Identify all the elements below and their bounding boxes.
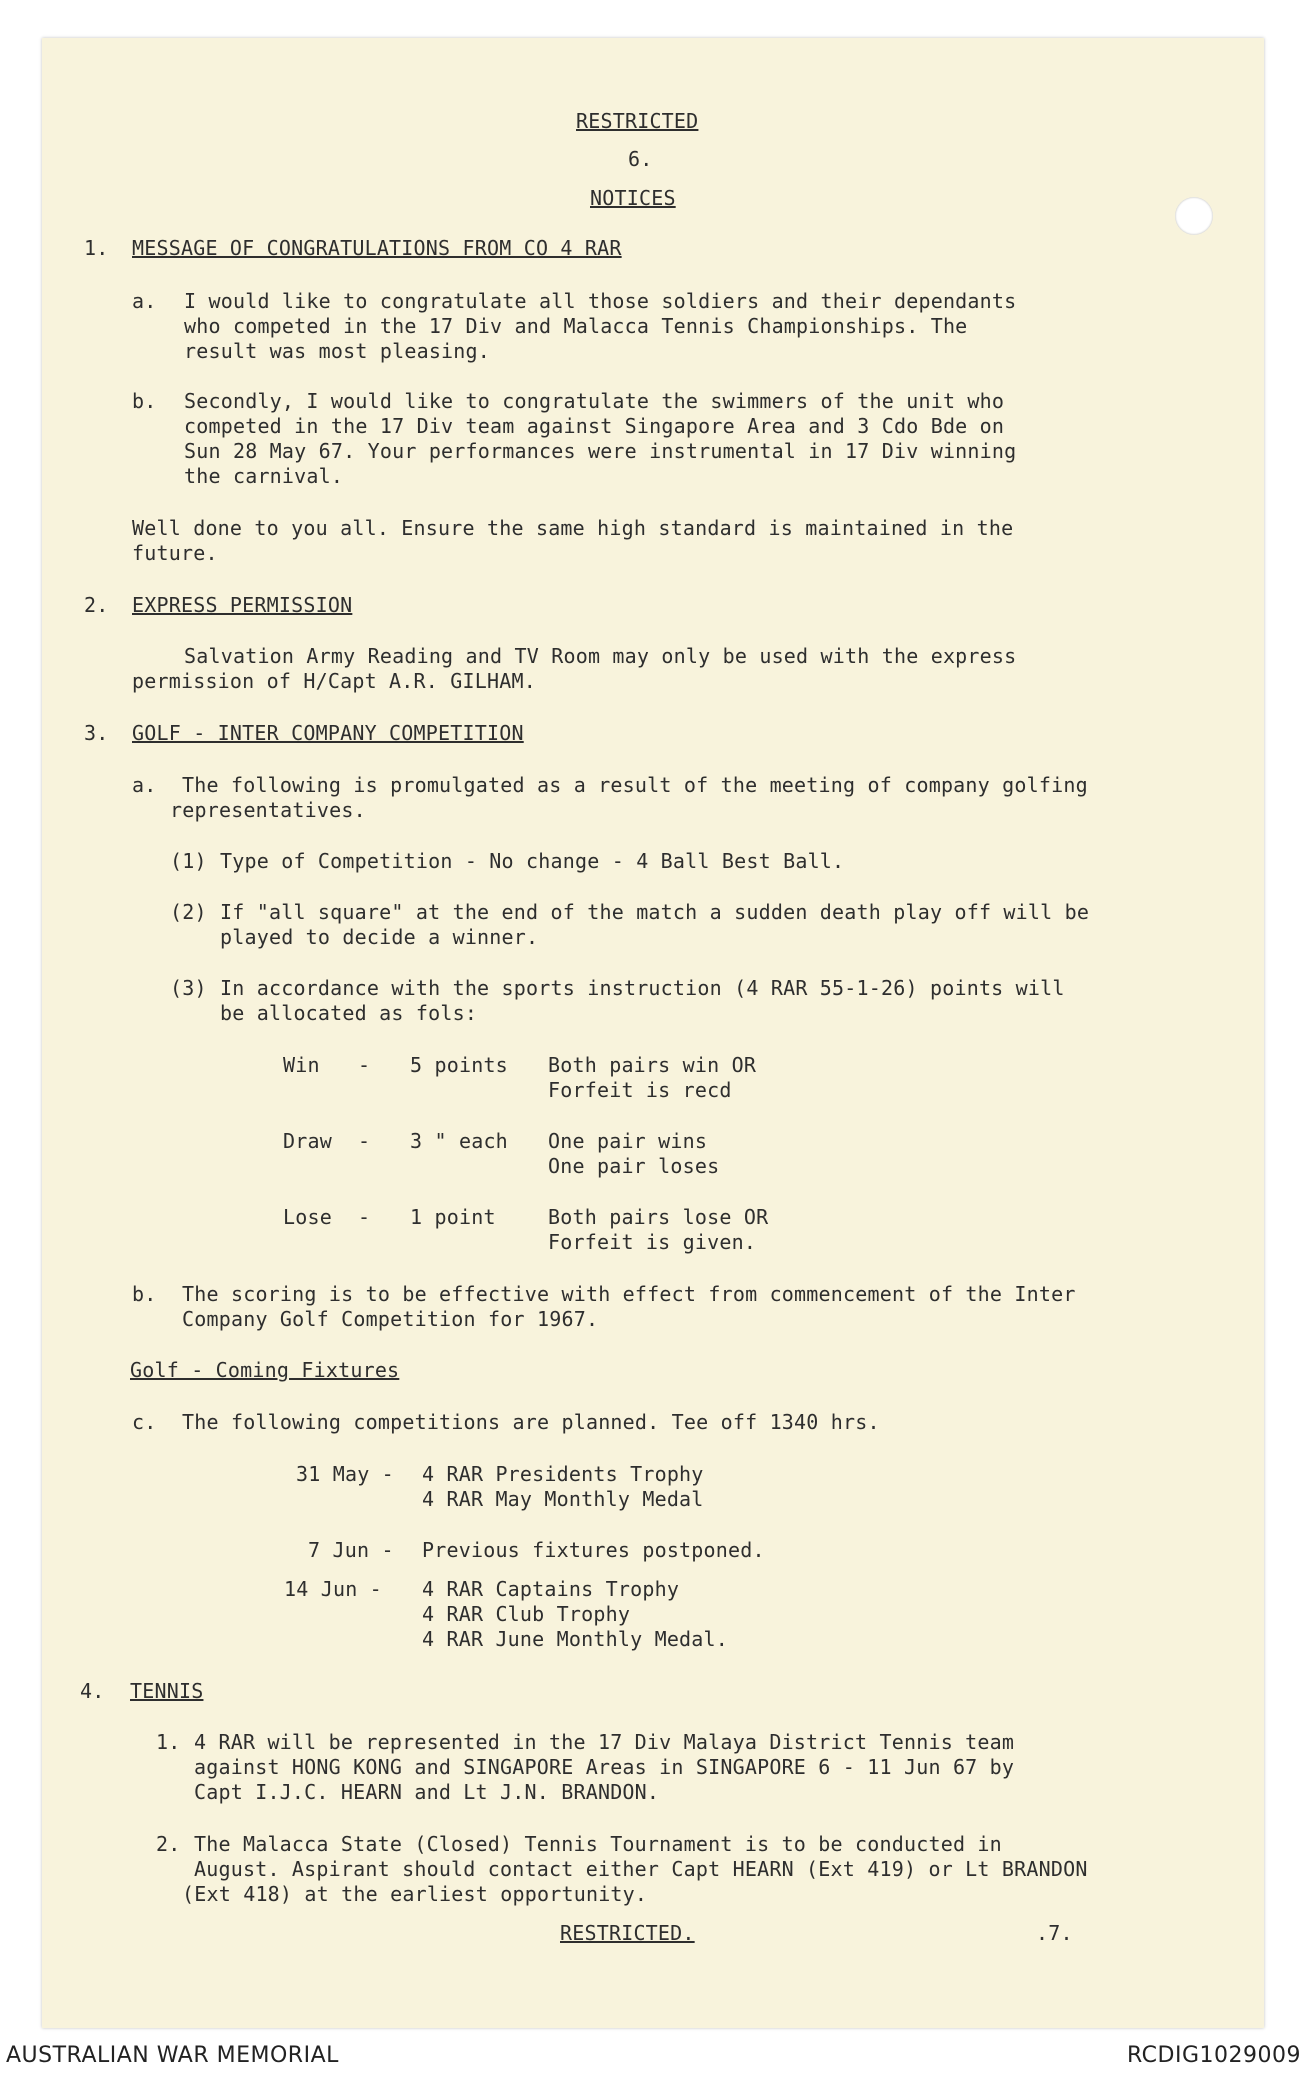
s4-item-line: (Ext 418) at the earliest opportunity. bbox=[182, 1882, 648, 1906]
fixture-event: 4 RAR June Monthly Medal. bbox=[422, 1627, 729, 1651]
points-result: Draw bbox=[283, 1129, 332, 1153]
section-2-heading: EXPRESS PERMISSION bbox=[132, 593, 353, 617]
fixture-event: 4 RAR Captains Trophy bbox=[422, 1577, 680, 1601]
s3-item-line: played to decide a winner. bbox=[220, 925, 539, 949]
s1-b-line: the carnival. bbox=[184, 464, 344, 488]
points-value: 1 point bbox=[410, 1205, 496, 1229]
s4-item-line: against HONG KONG and SINGAPORE Areas in SINGAPORE 6 - 11 Jun 67 by bbox=[194, 1755, 1015, 1779]
fixtures-heading: Golf - Coming Fixtures bbox=[130, 1358, 400, 1382]
s4-item-line: Capt I.J.C. HEARN and Lt J.N. BRANDON. bbox=[194, 1780, 660, 1804]
section-1-number: 1. bbox=[84, 236, 109, 260]
points-dash: - bbox=[358, 1053, 371, 1077]
points-condition: Forfeit is given. bbox=[548, 1230, 757, 1254]
s3-a-label: a. bbox=[132, 773, 157, 797]
s3-item-line: Type of Competition - No change - 4 Ball Best Ball. bbox=[220, 849, 845, 873]
s1-b-line: Sun 28 May 67. Your performances were instrumental in 17 Div winning bbox=[184, 439, 1017, 463]
archive-id: RCDIG1029009 bbox=[1126, 2043, 1301, 2068]
s1-a-line: result was most pleasing. bbox=[184, 339, 491, 363]
s3-a-line: representatives. bbox=[170, 798, 366, 822]
points-dash: - bbox=[358, 1129, 371, 1153]
fixture-date: 7 Jun - bbox=[308, 1538, 394, 1562]
s1-b-label: b. bbox=[132, 389, 157, 413]
points-dash: - bbox=[358, 1205, 371, 1229]
s3-item-label: (2) bbox=[170, 900, 207, 924]
points-value: 5 points bbox=[410, 1053, 508, 1077]
s3-a-line: The following is promulgated as a result of the meeting of company golfing bbox=[182, 773, 1088, 797]
classification-footer: RESTRICTED. bbox=[560, 1921, 695, 1945]
points-condition: Forfeit is recd bbox=[548, 1078, 732, 1102]
s3-c-line: The following competitions are planned. Tee off 1340 hrs. bbox=[182, 1410, 880, 1434]
next-page-marker: .7. bbox=[1036, 1921, 1073, 1945]
s1-a-label: a. bbox=[132, 289, 157, 313]
s2-line: Salvation Army Reading and TV Room may only be used with the express bbox=[184, 644, 1017, 668]
s3-b-line: The scoring is to be effective with effect from commencement of the Inter bbox=[182, 1282, 1076, 1306]
s3-c-label: c. bbox=[132, 1410, 157, 1434]
s1-closing-line: future. bbox=[132, 541, 218, 565]
section-3-number: 3. bbox=[84, 721, 109, 745]
s1-a-line: I would like to congratulate all those soldiers and their dependants bbox=[184, 289, 1017, 313]
s4-item-line: August. Aspirant should contact either Capt HEARN (Ext 419) or Lt BRANDON bbox=[194, 1857, 1088, 1881]
points-result: Lose bbox=[283, 1205, 332, 1229]
punch-hole bbox=[1175, 197, 1213, 235]
points-condition: Both pairs lose OR bbox=[548, 1205, 769, 1229]
points-condition: One pair loses bbox=[548, 1154, 720, 1178]
s1-a-line: who competed in the 17 Div and Malacca Tennis Championships. The bbox=[184, 314, 968, 338]
section-3-heading: GOLF - INTER COMPANY COMPETITION bbox=[132, 721, 524, 745]
section-4-number: 4. bbox=[80, 1679, 105, 1703]
points-condition: Both pairs win OR bbox=[548, 1053, 757, 1077]
fixture-event: 4 RAR Presidents Trophy bbox=[422, 1462, 704, 1486]
points-condition: One pair wins bbox=[548, 1129, 708, 1153]
archive-source: AUSTRALIAN WAR MEMORIAL bbox=[6, 2043, 339, 2068]
fixture-date: 14 Jun - bbox=[284, 1577, 382, 1601]
points-result: Win bbox=[283, 1053, 320, 1077]
s3-b-label: b. bbox=[132, 1282, 157, 1306]
section-1-heading: MESSAGE OF CONGRATULATIONS FROM CO 4 RAR bbox=[132, 236, 622, 260]
fixture-event: 4 RAR May Monthly Medal bbox=[422, 1487, 704, 1511]
section-4-heading: TENNIS bbox=[130, 1679, 204, 1703]
s3-item-label: (3) bbox=[170, 976, 207, 1000]
s4-item-line: The Malacca State (Closed) Tennis Tournament is to be conducted in bbox=[194, 1832, 1002, 1856]
s3-item-line: In accordance with the sports instruction (4 RAR 55-1-26) points will bbox=[220, 976, 1065, 1000]
page-title: NOTICES bbox=[590, 186, 676, 210]
s3-item-line: If "all square" at the end of the match a sudden death play off will be bbox=[220, 900, 1090, 924]
s3-item-label: (1) bbox=[170, 849, 207, 873]
s4-item-label: 2. bbox=[156, 1832, 181, 1856]
s4-item-label: 1. bbox=[156, 1730, 181, 1754]
s1-closing-line: Well done to you all. Ensure the same high standard is maintained in the bbox=[132, 516, 1014, 540]
s3-item-line: be allocated as fols: bbox=[220, 1001, 478, 1025]
section-2-number: 2. bbox=[84, 593, 109, 617]
page-number: 6. bbox=[628, 147, 653, 171]
s4-item-line: 4 RAR will be represented in the 17 Div Malaya District Tennis team bbox=[194, 1730, 1015, 1754]
s2-line: permission of H/Capt A.R. GILHAM. bbox=[132, 669, 536, 693]
fixture-event: 4 RAR Club Trophy bbox=[422, 1602, 631, 1626]
s3-b-line: Company Golf Competition for 1967. bbox=[182, 1307, 599, 1331]
fixture-date: 31 May - bbox=[296, 1462, 394, 1486]
s1-b-line: Secondly, I would like to congratulate the swimmers of the unit who bbox=[184, 389, 1005, 413]
points-value: 3 " each bbox=[410, 1129, 508, 1153]
s1-b-line: competed in the 17 Div team against Singapore Area and 3 Cdo Bde on bbox=[184, 414, 1005, 438]
classification-header: RESTRICTED bbox=[576, 109, 699, 133]
fixture-event: Previous fixtures postponed. bbox=[422, 1538, 765, 1562]
